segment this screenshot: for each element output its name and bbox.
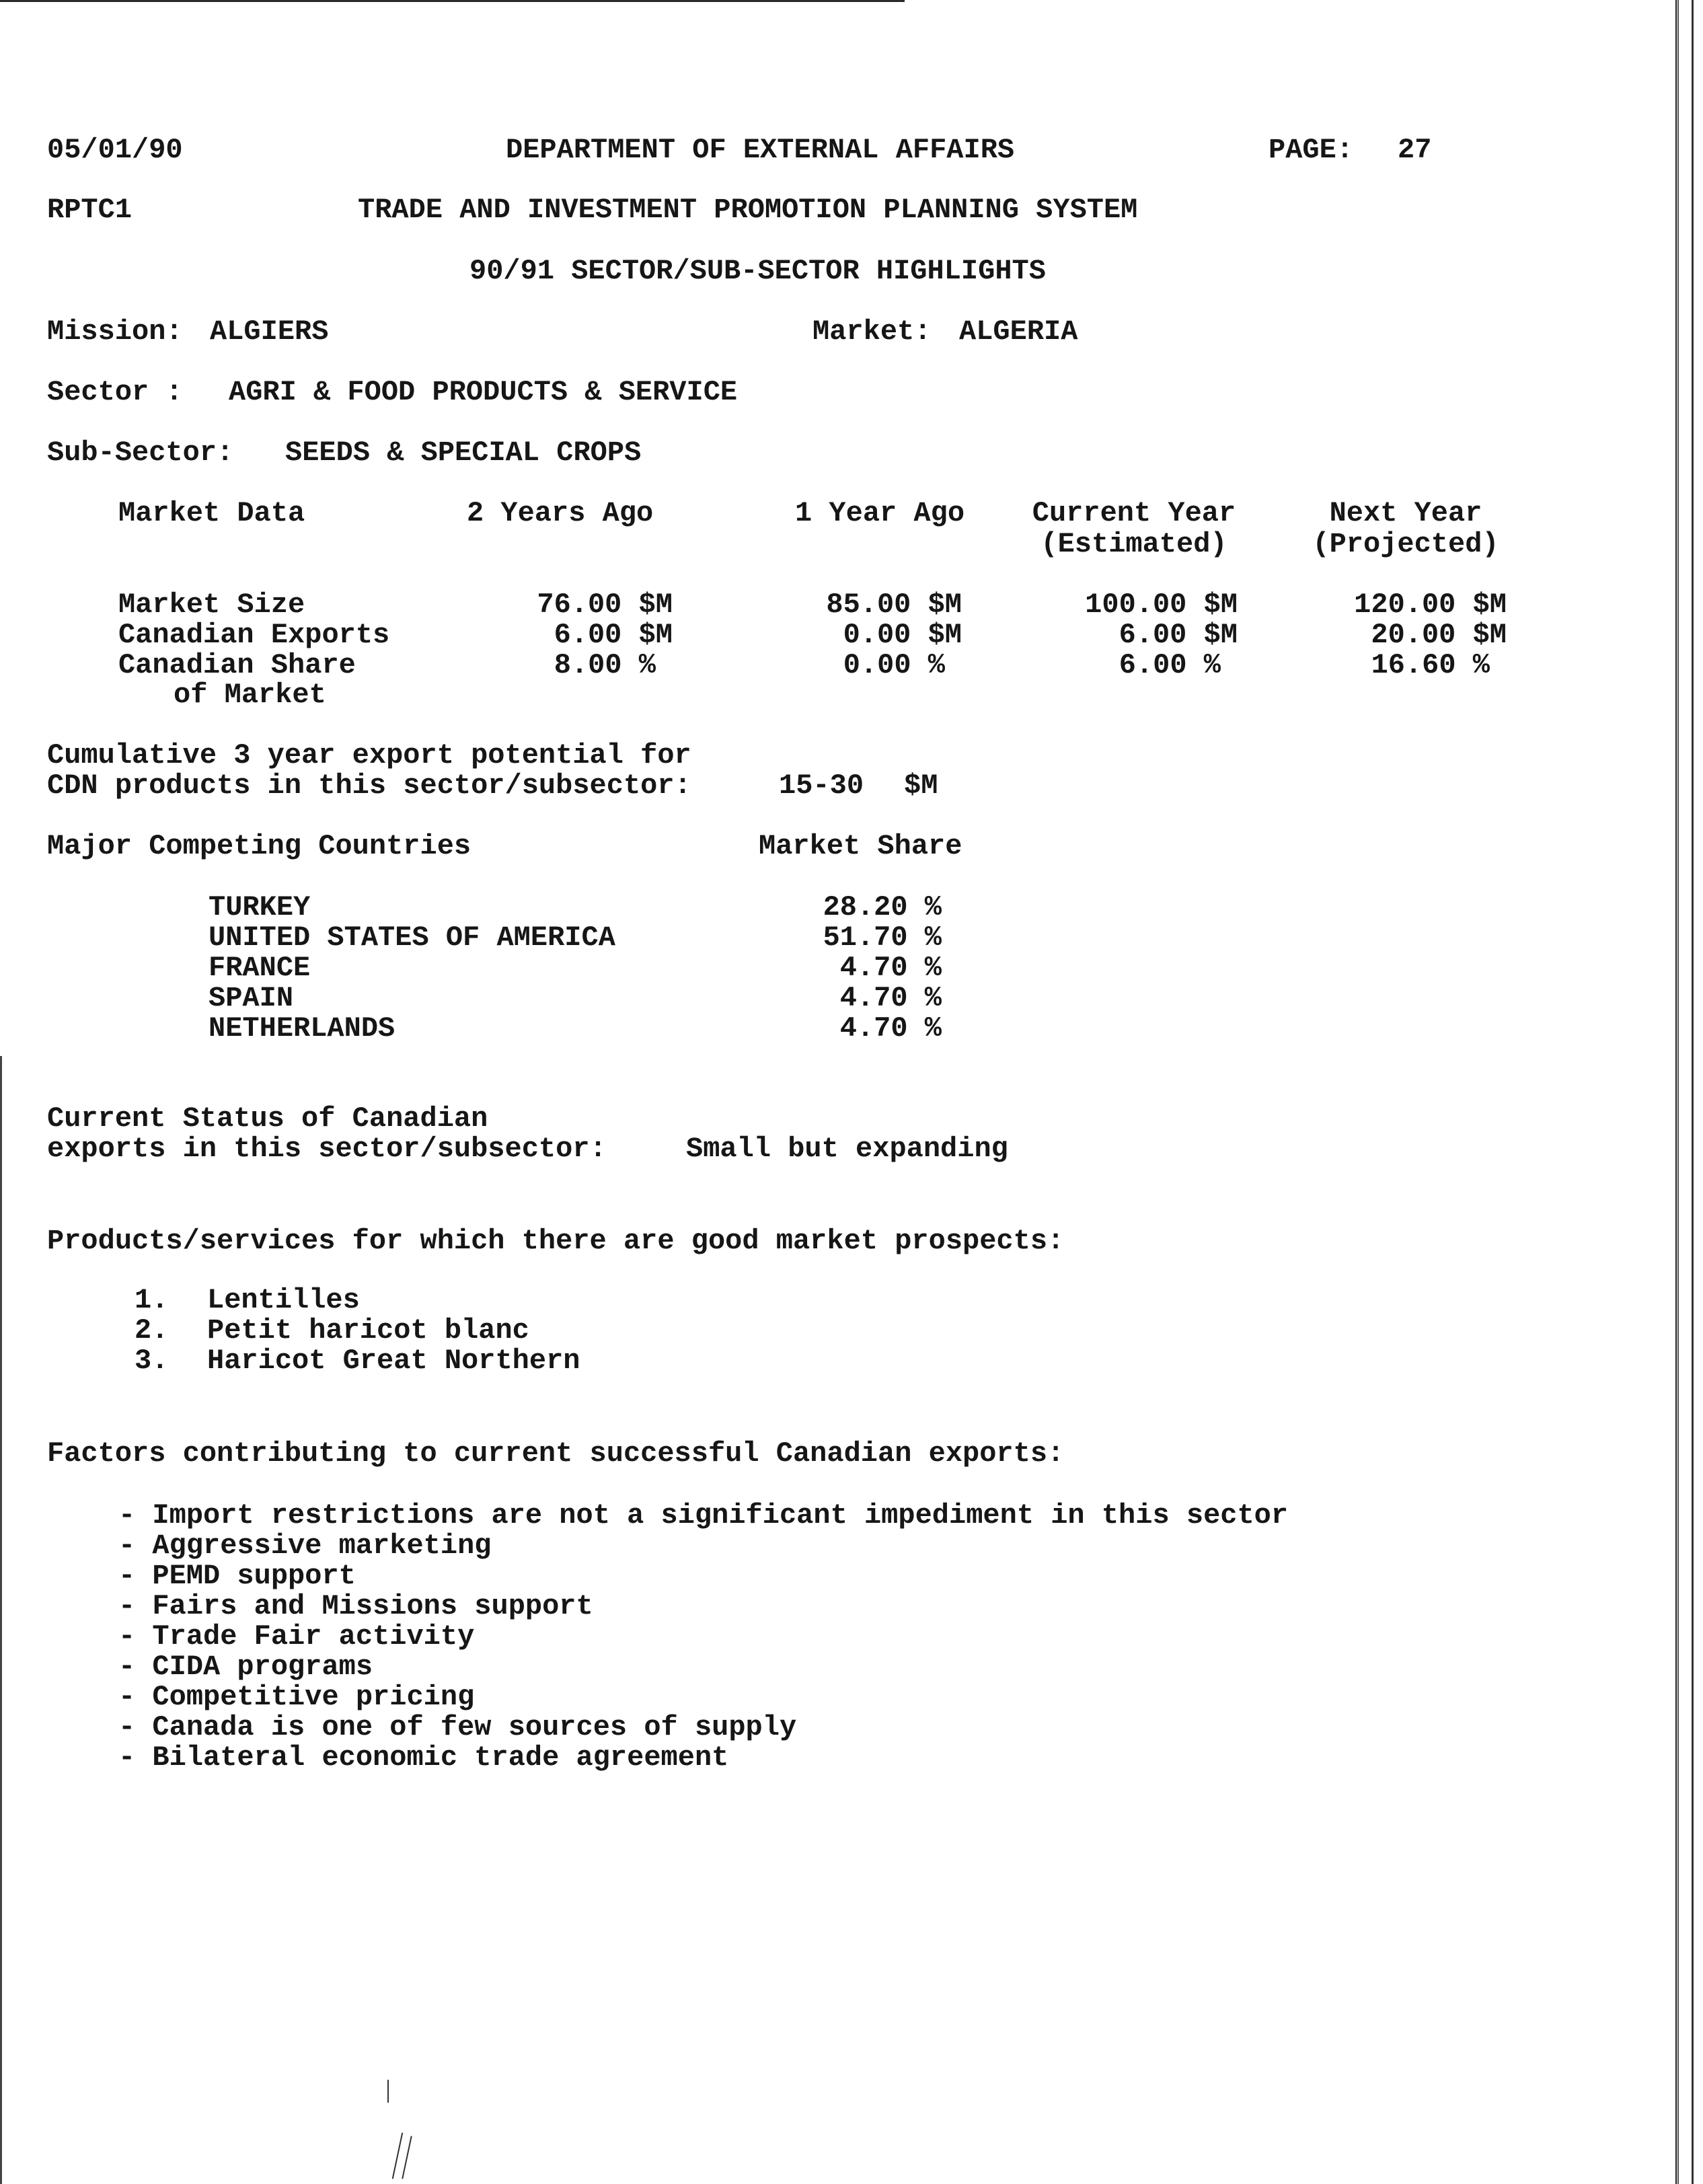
competitor-share: 4.70 % xyxy=(839,1012,942,1045)
competitors-header: Major Competing Countries xyxy=(47,830,471,862)
factor-item: - Fairs and Missions support xyxy=(118,1590,593,1622)
scan-edge-top xyxy=(0,0,905,2)
row-market-size-value: 100.00 $M xyxy=(1085,589,1238,621)
factor-item: - Import restrictions are not a significant impediment in this sector xyxy=(118,1499,1289,1532)
col-current-year-header: Current Year xyxy=(1032,497,1236,529)
competitor-share: 4.70 % xyxy=(839,952,942,984)
sector-value: AGRI & FOOD PRODUCTS & SERVICE xyxy=(229,376,738,408)
scan-mark xyxy=(402,2136,412,2179)
factor-item: - Trade Fair activity xyxy=(118,1620,475,1653)
factor-item: - Bilateral economic trade agreement xyxy=(118,1741,729,1774)
sector-label: Sector : xyxy=(47,376,183,408)
prospect-item: Lentilles xyxy=(207,1284,360,1316)
factors-heading: Factors contributing to current successful Canadian exports: xyxy=(47,1437,1065,1470)
row-canadian-share-label: Canadian Share xyxy=(118,649,356,681)
row-market-size-value: 85.00 $M xyxy=(826,589,962,621)
row-canadian-share-value: 8.00 % xyxy=(554,649,656,681)
current-status-label: Current Status of Canadian xyxy=(47,1102,488,1135)
scan-mark xyxy=(392,2133,404,2179)
scan-edge-right-outer xyxy=(1692,0,1694,2184)
factor-item: - Competitive pricing xyxy=(118,1681,475,1713)
report-date: 05/01/90 xyxy=(47,134,183,166)
row-canadian-exports-value: 0.00 $M xyxy=(843,619,962,651)
market-data-header: Market Data xyxy=(118,497,305,529)
row-canadian-share-label-cont: of Market xyxy=(174,679,326,711)
col-next-year-subheader: (Projected) xyxy=(1312,528,1499,560)
prospect-number: 3. xyxy=(135,1345,169,1377)
col-two-years-ago-header: 2 Years Ago xyxy=(467,497,654,529)
department-name: DEPARTMENT OF EXTERNAL AFFAIRS xyxy=(506,134,1015,166)
competitor-country: SPAIN xyxy=(209,982,294,1014)
current-status-label-cont: exports in this sector/subsector: xyxy=(47,1133,607,1165)
report-subtitle: 90/91 SECTOR/SUB-SECTOR HIGHLIGHTS xyxy=(469,255,1046,287)
competitor-country: TURKEY xyxy=(209,891,311,924)
row-market-size-value: 120.00 $M xyxy=(1354,589,1507,621)
row-market-size-value: 76.00 $M xyxy=(537,589,673,621)
factor-item: - CIDA programs xyxy=(118,1651,373,1683)
export-potential-unit: $M xyxy=(904,769,938,802)
competitor-country: NETHERLANDS xyxy=(209,1012,395,1045)
page-label: PAGE: xyxy=(1269,134,1354,166)
factor-item: - Canada is one of few sources of supply xyxy=(118,1711,797,1743)
row-canadian-share-value: 6.00 % xyxy=(1119,649,1221,681)
factor-item: - Aggressive marketing xyxy=(118,1530,492,1562)
prospect-number: 1. xyxy=(135,1284,169,1316)
prospect-item: Petit haricot blanc xyxy=(207,1314,529,1347)
mission-value: ALGIERS xyxy=(210,315,329,348)
col-next-year-header: Next Year xyxy=(1329,497,1482,529)
row-canadian-exports-label: Canadian Exports xyxy=(118,619,390,651)
export-potential-label-cont: CDN products in this sector/subsector: xyxy=(47,769,691,802)
page-number: 27 xyxy=(1398,134,1432,166)
system-title: TRADE AND INVESTMENT PROMOTION PLANNING SYSTEM xyxy=(358,194,1138,226)
market-share-header: Market Share xyxy=(759,830,962,862)
subsector-label: Sub-Sector: xyxy=(47,437,234,469)
col-current-year-subheader: (Estimated) xyxy=(1040,528,1227,560)
competitor-country: UNITED STATES OF AMERICA xyxy=(209,921,615,954)
current-status-value: Small but expanding xyxy=(686,1133,1008,1165)
scan-edge-left xyxy=(0,1056,2,2184)
scan-mark xyxy=(387,2080,389,2103)
prospect-item: Haricot Great Northern xyxy=(207,1345,580,1377)
row-market-size-label: Market Size xyxy=(118,589,305,621)
scan-edge-right xyxy=(1675,0,1679,2184)
col-one-year-ago-header: 1 Year Ago xyxy=(795,497,965,529)
competitor-share: 4.70 % xyxy=(839,982,942,1014)
export-potential-label: Cumulative 3 year export potential for xyxy=(47,739,691,771)
prospect-number: 2. xyxy=(135,1314,169,1347)
report-code: RPTC1 xyxy=(47,194,133,226)
row-canadian-share-value: 16.60 % xyxy=(1371,649,1490,681)
competitor-share: 51.70 % xyxy=(823,921,942,954)
row-canadian-exports-value: 20.00 $M xyxy=(1371,619,1507,651)
mission-label: Mission: xyxy=(47,315,183,348)
competitor-share: 28.20 % xyxy=(823,891,942,924)
market-value: ALGERIA xyxy=(959,315,1078,348)
market-label: Market: xyxy=(812,315,932,348)
row-canadian-exports-value: 6.00 $M xyxy=(554,619,673,651)
export-potential-value: 15-30 xyxy=(779,769,864,802)
prospects-heading: Products/services for which there are good market prospects: xyxy=(47,1225,1065,1257)
competitor-country: FRANCE xyxy=(209,952,311,984)
subsector-value: SEEDS & SPECIAL CROPS xyxy=(285,437,642,469)
row-canadian-exports-value: 6.00 $M xyxy=(1119,619,1238,651)
row-canadian-share-value: 0.00 % xyxy=(843,649,945,681)
factor-item: - PEMD support xyxy=(118,1560,356,1592)
